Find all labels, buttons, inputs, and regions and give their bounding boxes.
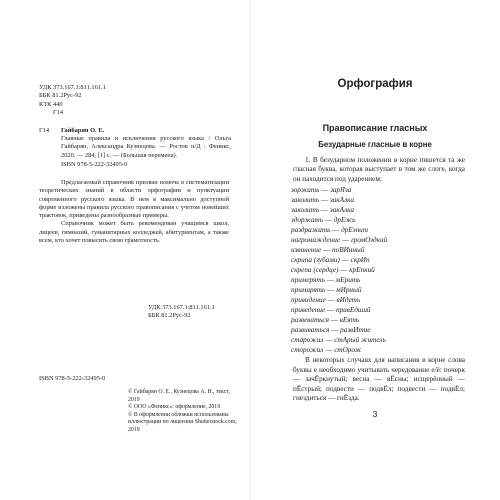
copyright-text: © Гайбарян О. Е., Кузнецова А. Н., текст, 2019 xyxy=(128,389,230,403)
bbk-code-mid: ББК 81.2Рус-92 xyxy=(148,312,191,320)
author-sign: Г14 xyxy=(53,108,64,116)
author-code: Г14 xyxy=(39,127,50,134)
abstract xyxy=(39,179,229,245)
pair-left: примирять xyxy=(291,286,326,294)
pair-right: привЕдший xyxy=(335,306,371,314)
pair-right: вЕять xyxy=(339,316,360,324)
bbk-code: ББК 81.2Рус-92 xyxy=(39,92,82,100)
pair-left: старожил xyxy=(291,336,324,344)
pair-right: поВИнный xyxy=(332,246,365,254)
rule-1: 1. В безударном положении в корне пишется та же гласная буква, которая выступает в том же слоге, когда он находится под ударением: xyxy=(293,156,465,183)
abstract-paragraph-2: Справочник может быть рекомендован учащимся школ, лицеев, гимназий, гуманитарных колледжей, абитуриентам, а также всем, кто хочет повысить свою грамотность. xyxy=(39,220,229,245)
rule-paragraph xyxy=(293,156,465,184)
pair-left: раздражать xyxy=(291,226,331,234)
abstract-paragraph-1: Предлагаемый справочник призван помочь в систематизации теоретических знаний в области орфографии и пунктуации современного русского языка. В нем в максимально доступной форме изложены правила русского правописания с учетом новейших трактовок, приведены разнообразные примеры. xyxy=(39,179,229,220)
example-pair: развиваться — развИтие xyxy=(291,326,371,334)
pair-left: приведение xyxy=(291,306,326,314)
chapter-title: Орфография xyxy=(337,78,413,90)
classification-block-mid xyxy=(148,304,215,321)
pair-right: громОздкий xyxy=(350,236,388,244)
pair-right: скрИп xyxy=(350,256,370,264)
example-pair: заколить — закАлка xyxy=(291,196,354,204)
subsection-title: Безударные гласные в корне xyxy=(318,140,432,149)
pair-left: примерять xyxy=(291,276,325,284)
pair-left: развеваться xyxy=(291,316,329,324)
example-pair: примирять — мИрный xyxy=(291,286,362,294)
pair-left: здоржать xyxy=(291,216,323,224)
pair-right: стАрый житель xyxy=(334,336,386,344)
pair-left: заколить xyxy=(291,206,320,214)
pair-right: дрЕзнит xyxy=(341,226,368,234)
copyright-illustrations: © В оформлении обложки использованы иллюстрации по лицензии Shutterstock.com, 2019 xyxy=(128,411,237,433)
note-paragraph xyxy=(293,356,465,404)
ktk-code: КТК 440 xyxy=(39,100,63,108)
right-page xyxy=(250,0,500,500)
pair-left: сторожил xyxy=(291,346,324,354)
classification-block xyxy=(39,84,106,117)
example-pair: развеваться — вЕять xyxy=(291,316,360,324)
udk-code: УДК 373.167.1:811.161.1 xyxy=(39,84,106,91)
example-pair: скрипа (зубами) — скрИп xyxy=(291,256,370,264)
pair-right: вИдеть xyxy=(336,296,361,304)
pair-left: заколить xyxy=(291,196,320,204)
pair-right: зарЯза xyxy=(330,186,352,194)
example-pair: примерять — мЕрить xyxy=(291,276,361,284)
isbn-top: ISBN 978-5-222-32495-0 xyxy=(61,161,128,168)
udk-code-mid: УДК 373.167.1:811.161.1 xyxy=(148,304,215,311)
section-title: Правописание гласных xyxy=(322,123,428,133)
pair-left: скрепа (сердце) xyxy=(291,266,339,274)
example-pair: здоржать — дрЕжь xyxy=(291,216,356,224)
pair-left: извинение xyxy=(291,246,322,254)
page-number: 3 xyxy=(372,409,378,419)
pair-left: зоржать xyxy=(291,186,320,194)
copyright-block xyxy=(128,389,238,435)
pair-right: дрЕжь xyxy=(333,216,356,224)
pair-left: скрипа (зубами) xyxy=(291,256,340,264)
pair-left: развиваться xyxy=(291,326,330,334)
pair-right: развИтие xyxy=(340,326,371,334)
pair-right: мИрный xyxy=(336,286,362,294)
note-1: В некоторых случаях для написания в корне слова буквы е необходимо учитывать чередование е/ё: почерк — зачЁркнутый; весна — вЁсны; исщерённый — пЁстрый; подвести — подвЁл; подвести — подвЁл; гнездиться — гнЁзда. xyxy=(293,356,465,403)
pair-right: мЕрить xyxy=(335,276,361,284)
pair-right: крЕпкий xyxy=(349,266,375,274)
example-pair: приведение — привЕдший xyxy=(291,306,371,314)
isbn-bottom: ISBN 978-5-222-32495-0 xyxy=(39,375,106,382)
bibliographic-record: Главные правила и исключения русского языка / Ольга Гайбарян, Александра Кузнецова. — Ростов н/Д : Феникс, 2020. — 284, [1] с. — (Большая перемена). xyxy=(61,135,231,159)
pair-left: нагромаждение xyxy=(291,236,341,244)
example-pair: старожил — стАрый житель xyxy=(291,336,386,344)
pair-right: закАлка xyxy=(329,206,354,214)
example-pair: зоржать — зарЯза xyxy=(291,186,352,194)
example-pair: заколить — закАлка xyxy=(291,206,354,214)
example-pair: нагромаждение — громОздкий xyxy=(291,236,388,244)
example-pair: сторожил — стОрож xyxy=(291,346,362,354)
example-pair: привидение — вИдеть xyxy=(291,296,361,304)
example-pair: раздражать — дрЕзнит xyxy=(291,226,368,234)
example-pair: извинение — поВИнный xyxy=(291,246,365,254)
author-name: Гайбарян О. Е. xyxy=(61,127,105,134)
pair-right: стОрож xyxy=(334,346,362,354)
copyright-design: © ООО «Феникс»: оформление, 2019 xyxy=(128,404,221,411)
example-pair: скрепа (сердце) — крЕпкий xyxy=(291,266,375,274)
pair-right: закАлка xyxy=(329,196,354,204)
pair-left: привидение xyxy=(291,296,326,304)
